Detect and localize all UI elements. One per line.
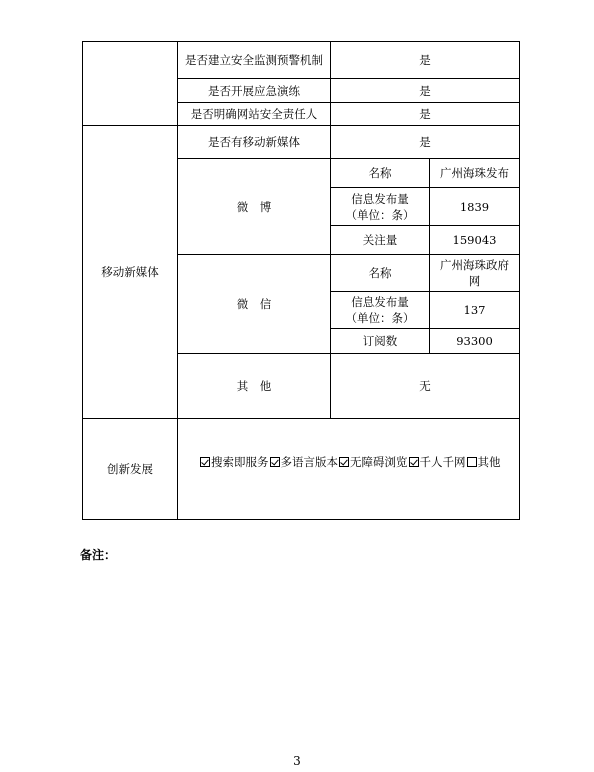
option-0-label: 搜索即服务	[211, 455, 269, 469]
drill-question: 是否开展应急演练	[208, 83, 300, 98]
wechat-subscribers-label: 订阅数	[362, 334, 398, 348]
option-1-label: 多语言版本	[280, 455, 338, 469]
note-label: 备注：	[80, 548, 117, 562]
option-0-checkbox[interactable]	[200, 457, 210, 467]
innovation-options	[200, 452, 516, 472]
monitoring-question: 是否建立安全监测预警机制	[185, 53, 323, 67]
weibo-name-value: 广州海珠发布	[440, 166, 509, 180]
option-3-label: 千人千网	[419, 455, 466, 469]
innovation-section-label: 创新发展	[107, 462, 153, 476]
wechat-name-value: 广州海珠政府网	[440, 258, 509, 288]
weibo-followers-value: 159043	[452, 233, 497, 247]
option-1-checkbox[interactable]	[270, 457, 280, 467]
weibo-label: 微 博	[236, 199, 272, 214]
responsible-answer: 是	[419, 107, 431, 121]
option-4-label: 其他	[477, 455, 501, 469]
wechat-posts-value: 137	[463, 303, 486, 317]
option-2-label: 无障碍浏览	[350, 455, 408, 469]
wechat-name-label: 名称	[368, 266, 392, 280]
responsible-question: 是否明确网站安全责任人	[190, 107, 318, 121]
wechat-posts-label: 信息发布量（单位：条）	[345, 295, 415, 325]
option-4-checkbox[interactable]	[467, 457, 477, 467]
weibo-name-label: 名称	[368, 166, 392, 180]
weibo-posts-value: 1839	[459, 199, 490, 214]
option-3-checkbox[interactable]	[409, 457, 419, 467]
other-label: 其 他	[236, 379, 272, 393]
monitoring-answer: 是	[419, 53, 431, 67]
weibo-followers-label: 关注量	[362, 233, 398, 247]
wechat-label: 微 信	[236, 297, 272, 311]
drill-answer: 是	[419, 83, 431, 98]
has-mobile-answer: 是	[419, 135, 431, 149]
option-2-checkbox[interactable]	[339, 457, 349, 467]
page-number: 3	[293, 754, 301, 768]
wechat-subscribers-value: 93300	[456, 334, 493, 348]
weibo-posts-label: 信息发布量（单位：条）	[345, 191, 415, 222]
other-value: 无	[419, 379, 431, 393]
has-mobile-question: 是否有移动新媒体	[208, 135, 300, 149]
mobile-section-label: 移动新媒体	[101, 265, 159, 279]
